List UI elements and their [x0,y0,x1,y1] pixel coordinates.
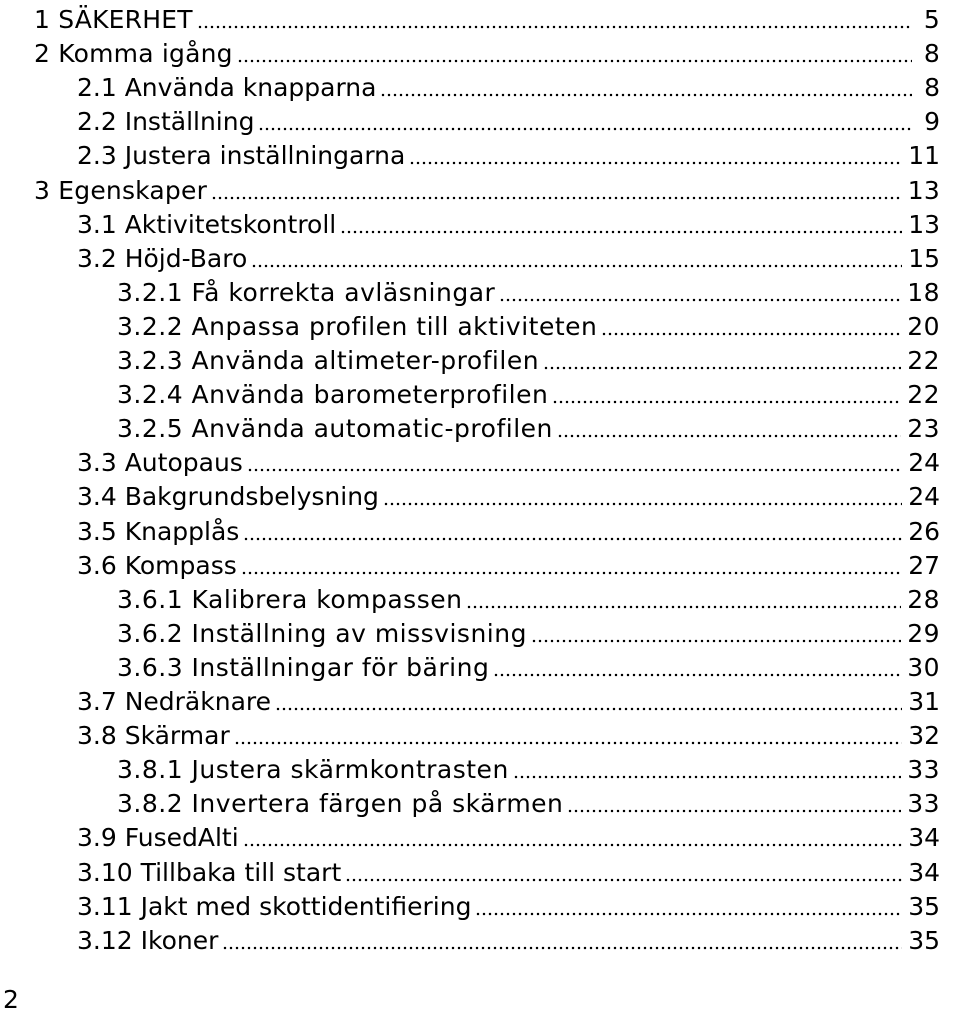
toc-entry-title: 3.7 Nedräknare [77,687,272,716]
toc-entry[interactable] [77,924,940,958]
toc-entry[interactable] [117,378,940,412]
toc-entry-title: 3.5 Knapplås [77,516,240,546]
toc-entry-title: 3.11 Jakt med skottidentifiering [77,891,472,921]
toc-dot-leader [197,9,912,29]
toc-entry-title: 3.2.1 Få korrekta avläsningar [117,277,496,307]
toc-entry-title: 3.8.2 Invertera färgen på skärmen [117,789,564,819]
page-number: 2 [3,985,19,1014]
toc-dot-leader [383,486,902,506]
toc-dot-leader [466,589,901,609]
toc-dot-leader [247,452,902,472]
toc-entry-title: 1 SÄKERHET [34,5,193,34]
toc-entry[interactable] [117,753,940,787]
toc-entry-title: 3.8.1 Justera skärmkontrasten [117,755,509,785]
toc-entry-title: 3.2.4 Använda barometerprofilen [117,380,549,410]
toc-dot-leader [557,418,901,438]
toc-dot-leader [241,555,902,575]
toc-entry-title: 3.6.3 Inställningar för bäring [117,652,490,682]
toc-entry-title: 3.2.5 Använda automatic-profilen [117,414,553,444]
toc-dot-leader [552,384,901,404]
toc-entry-page: 31 [908,687,940,716]
toc-entry-page: 15 [908,243,940,273]
toc-entry-page: 26 [908,516,940,546]
toc-entry[interactable] [77,139,940,173]
toc-entry-page: 29 [907,618,940,648]
toc-entry[interactable] [34,174,940,208]
toc-entry-title: 3.12 Ikoner [77,925,219,955]
toc-dot-leader [211,180,902,200]
toc-dot-leader [243,521,902,541]
toc-entry[interactable] [77,208,940,242]
toc-entry[interactable] [77,821,940,855]
toc-dot-leader [543,350,901,370]
toc-entry-page: 9 [924,107,940,137]
toc-entry[interactable] [77,719,940,753]
toc-entry-title: 3.8 Skärmar [77,721,230,751]
toc-entry-title: 3.9 FusedAlti [77,823,239,853]
toc-entry-title: 2 Komma igång [34,39,233,69]
toc-entry-page: 18 [907,277,940,307]
toc-entry[interactable] [117,617,940,651]
toc-entry[interactable] [77,71,940,105]
toc-entry-title: 3.2 Höjd-Baro [77,243,248,273]
toc-entry[interactable] [77,515,940,549]
toc-entry-page: 24 [908,448,940,478]
toc-entry-page: 32 [908,721,940,751]
toc-entry[interactable] [77,446,940,480]
toc-entry-page: 8 [923,39,940,69]
toc-entry[interactable] [77,480,940,514]
toc-dot-leader [513,759,901,779]
toc-entry-title: 3.6.2 Inställning av missvisning [117,618,527,648]
toc-entry[interactable] [77,685,940,719]
toc-entry[interactable] [117,651,940,685]
toc-entry-page: 33 [907,755,940,785]
toc-entry-title: 3.4 Bakgrundsbelysning [77,482,379,512]
toc-entry[interactable] [117,276,940,310]
toc-dot-leader [531,623,901,643]
toc-entry-page: 13 [907,175,940,205]
toc-dot-leader [222,930,902,950]
toc-entry-page: 22 [907,346,940,375]
toc-entry-page: 11 [908,141,940,171]
toc-entry-page: 35 [908,925,940,955]
toc-dot-leader [601,316,901,336]
toc-dot-leader [345,862,902,882]
toc-entry[interactable] [117,787,940,821]
toc-entry-page: 34 [908,857,940,887]
toc-entry-page: 34 [908,823,940,853]
toc-entry-title: 3.1 Aktivitetskontroll [77,209,337,239]
toc-entry[interactable] [77,242,940,276]
toc-entry[interactable] [117,412,940,446]
toc-dot-leader [275,691,902,711]
toc-entry-page: 30 [907,652,940,682]
toc-entry[interactable] [77,549,940,583]
toc-entry-title: 3.10 Tillbaka till start [77,857,342,887]
toc-entry-page: 23 [907,414,940,444]
toc-dot-leader [251,248,902,268]
toc-entry-title: 3 Egenskaper [34,175,208,205]
toc-entry-title: 3.2.3 Använda altimeter-profilen [117,346,540,375]
toc-dot-leader [237,43,912,63]
toc-dot-leader [340,214,902,234]
toc-entry-title: 2.1 Använda knapparna [77,73,377,103]
toc-entry-page: 5 [923,5,940,34]
toc-entry[interactable] [77,856,940,890]
toc-dot-leader [409,145,902,165]
toc-entry-title: 3.6.1 Kalibrera kompassen [117,584,463,614]
toc-entry[interactable] [117,310,940,344]
toc-dot-leader [499,282,901,302]
toc-entry-page: 22 [907,380,940,410]
toc-entry-page: 33 [907,789,940,819]
toc-entry[interactable] [117,583,940,617]
toc-entry-title: 3.3 Autopaus [77,448,243,478]
toc-entry-title: 3.6 Kompass [77,550,237,580]
toc-entry-title: 2.3 Justera inställningarna [77,141,406,171]
toc-entry-title: 2.2 Inställning [77,107,255,137]
toc-entry-page: 24 [908,482,940,512]
toc-dot-leader [243,827,903,847]
toc-entry-page: 20 [907,311,940,341]
toc-entry[interactable] [77,105,940,139]
toc-dot-leader [567,793,901,813]
toc-entry-page: 35 [908,891,940,921]
toc-entry-page: 13 [908,209,940,239]
toc-entry[interactable] [34,37,940,71]
toc-entry-page: 27 [908,550,940,580]
toc-dot-leader [493,657,901,677]
toc-entry[interactable] [117,344,940,378]
toc-entry-page: 8 [924,73,940,103]
toc-dot-leader [258,111,912,131]
toc-dot-leader [380,77,912,97]
toc-entry-page: 28 [907,584,940,614]
toc-entry-title: 3.2.2 Anpassa profilen till aktiviteten [117,311,598,341]
toc-entry[interactable] [34,3,940,37]
toc-dot-leader [475,896,902,916]
toc-entry[interactable] [77,890,940,924]
toc-dot-leader [234,725,902,745]
